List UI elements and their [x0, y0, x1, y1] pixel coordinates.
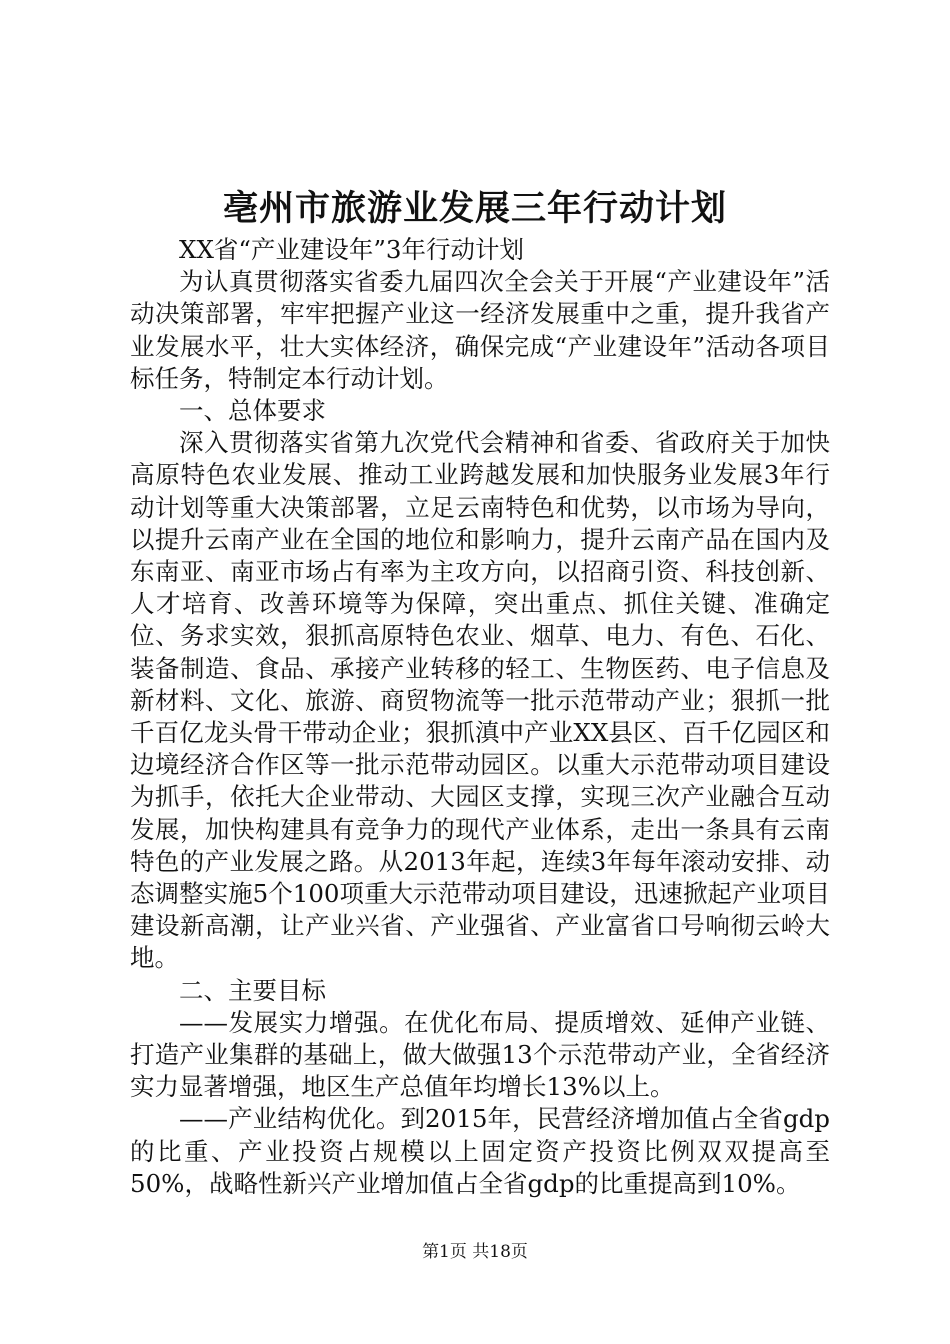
intro-paragraph: 为认真贯彻落实省委九届四次全会关于开展“产业建设年”活动决策部署，牢牢把握产业这一经济发展重中之重，提升我省产业发展水平，壮大实体经济，确保完成“产业建设年”活动各项目标任务，特制定本行动计划。 — [130, 267, 830, 393]
section-heading-main-goals: 二、主要目标 — [179, 975, 326, 1005]
section-heading-overall-requirements: 一、总体要求 — [179, 396, 326, 426]
page-footer: 第1页 共18页 — [422, 1242, 528, 1262]
document-body — [130, 234, 830, 1200]
overall-requirements-paragraph: 深入贯彻落实省第九次党代会精神和省委、省政府关于加快高原特色农业发展、推动工业跨越发展和加快服务业发展3年行动计划等重大决策部署，立足云南特色和优势，以市场为导向，以提升云南产业在全国的地位和影响力，提升云南产品在国内及东南亚、南亚市场占有率为主攻方向，以招商引资、科技创新、人才培育、改善环境等为保障，突出重点、抓住关键、准确定位、务求实效，狠抓高原特色农业、烟草、电力、有色、石化、装备制造、食品、承接产业转移的轻工、生物医药、电子信息及新材料、文化、旅游、商贸物流等一批示范带动产业；狠抓一批千百亿龙头骨干带动企业；狠抓滇中产业XX县区、百千亿园区和边境经济合作区等一批示范带动园区。以重大示范带动项目建设为抓手，依托大企业带动、大园区支撑，实现三次产业融合互动发展，加快构建具有竞争力的现代产业体系，走出一条具有云南特色的产业发展之路。从2013年起，连续3年每年滚动安排、动态调整实施5个100项重大示范带动项目建设，迅速掀起产业项目建设新高潮，让产业兴省、产业强省、产业富省口号响彻云岭大地。 — [130, 428, 830, 973]
goal-paragraph-structure: ——产业结构优化。到2015年，民营经济增加值占全省gdp的比重、产业投资占规模以上固定资产投资比例双双提高至50%，战略性新兴产业增加值占全省gdp的比重提高到10%。 — [130, 1104, 830, 1198]
goal-paragraph-strength: ——发展实力增强。在优化布局、提质增效、延伸产业链、打造产业集群的基础上，做大做强13个示范带动产业，全省经济实力显著增强，地区生产总值年均增长13%以上。 — [130, 1007, 830, 1102]
subtitle-paragraph: XX省“产业建设年”3年行动计划 — [179, 235, 525, 264]
document-title: 亳州市旅游业发展三年行动计划 — [222, 188, 727, 229]
